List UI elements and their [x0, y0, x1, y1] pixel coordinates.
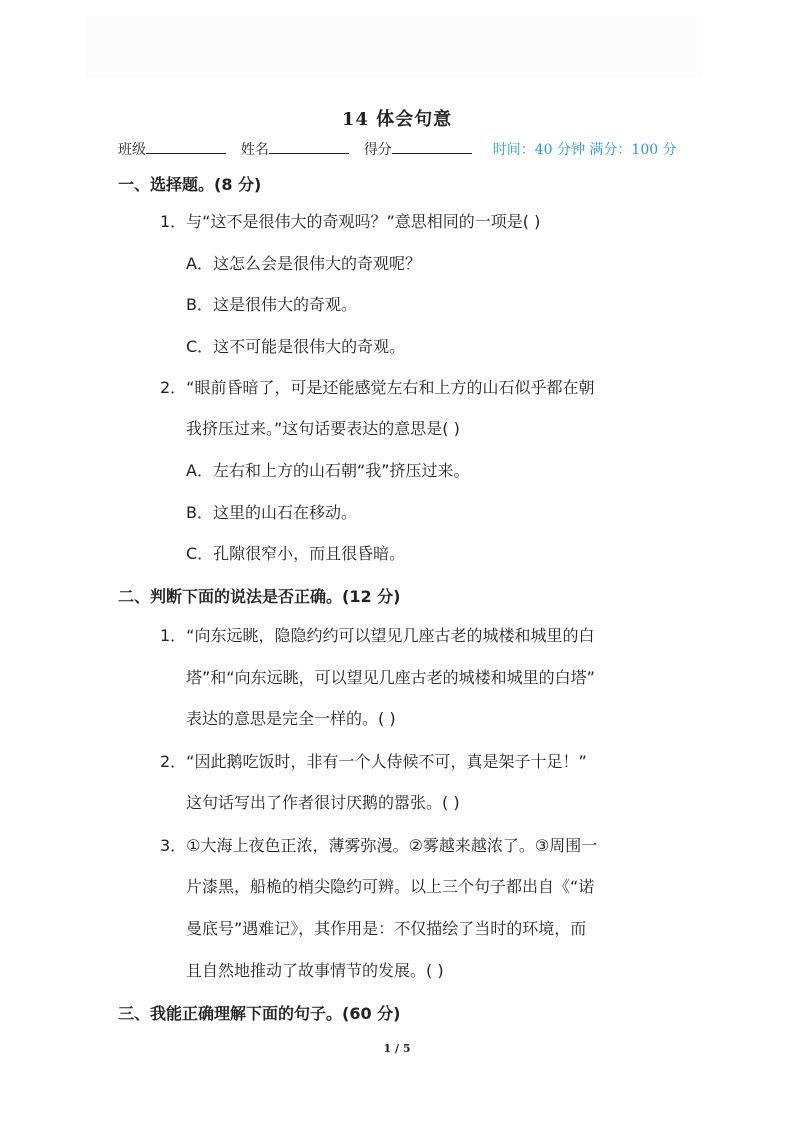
section-3-heading: 三、我能正确理解下面的句子。(60 分): [118, 1004, 401, 1023]
s2-q2-line-1: 2．“因此鹅吃饭时，非有一个人侍候不可，真是架子十足！”: [160, 752, 587, 771]
score-label: 得分: [363, 142, 392, 158]
s2-q1-line-1: 1．“向东远眺，隐隐约约可以望见几座古老的城楼和城里的白: [160, 626, 595, 645]
s1-q2-option-a[interactable]: A．左右和上方的山石朝“我”挤压过来。: [186, 461, 470, 480]
name-label: 姓名: [240, 142, 269, 158]
s2-q3-line-2: 片漆黑，船桅的梢尖隐约可辨。以上三个句子都出自《“诺: [186, 877, 595, 896]
class-label: 班级: [118, 142, 146, 158]
score-blank[interactable]: [392, 139, 472, 154]
s1-q2-stem-line-2: 我挤压过来。”这句话要表达的意思是( ): [186, 419, 460, 438]
s1-q2-option-b[interactable]: B．这里的山石在移动。: [186, 503, 357, 522]
s1-q1-option-a[interactable]: A．这怎么会是很伟大的奇观呢？: [186, 254, 421, 273]
page-number: 1 / 5: [383, 1042, 411, 1055]
s2-q2-line-2: 这句话写出了作者很讨厌鹅的嚣张。( ): [186, 793, 460, 812]
s1-q1-stem: 1．与“这不是很伟大的奇观吗？”意思相同的一项是( ): [160, 212, 541, 231]
page-title: 14 体会句意: [341, 109, 453, 130]
header-band: [85, 16, 703, 78]
s2-q1-line-2: 塔”和“向东远眺，可以望见几座古老的城楼和城里的白塔”: [186, 668, 595, 687]
s1-q1-option-c[interactable]: C．这不可能是很伟大的奇观。: [186, 337, 406, 356]
time-info: 时间：40 分钟 满分：100 分: [492, 142, 677, 158]
s2-q3-line-3: 曼底号”遇难记》，其作用是：不仅描绘了当时的环境，而: [186, 919, 587, 938]
class-blank[interactable]: [146, 139, 226, 154]
s1-q1-option-b[interactable]: B．这是很伟大的奇观。: [186, 295, 357, 314]
student-info-row: [118, 139, 678, 160]
s2-q1-line-3: 表达的意思是完全一样的。( ): [186, 709, 396, 728]
name-blank[interactable]: [269, 139, 349, 154]
s1-q2-option-c[interactable]: C．孔隙很窄小，而且很昏暗。: [186, 544, 406, 563]
section-2-heading: 二、判断下面的说法是否正确。(12 分): [118, 587, 401, 606]
s1-q2-stem-line-1: 2．“眼前昏暗了，可是还能感觉左右和上方的山石似乎都在朝: [160, 378, 595, 397]
s2-q3-line-4: 且自然地推动了故事情节的发展。( ): [186, 961, 444, 980]
s2-q3-line-1: 3．①大海上夜色正浓，薄雾弥漫。②雾越来越浓了。③周围一: [160, 836, 598, 855]
section-1-heading: 一、选择题。(8 分): [118, 175, 262, 194]
